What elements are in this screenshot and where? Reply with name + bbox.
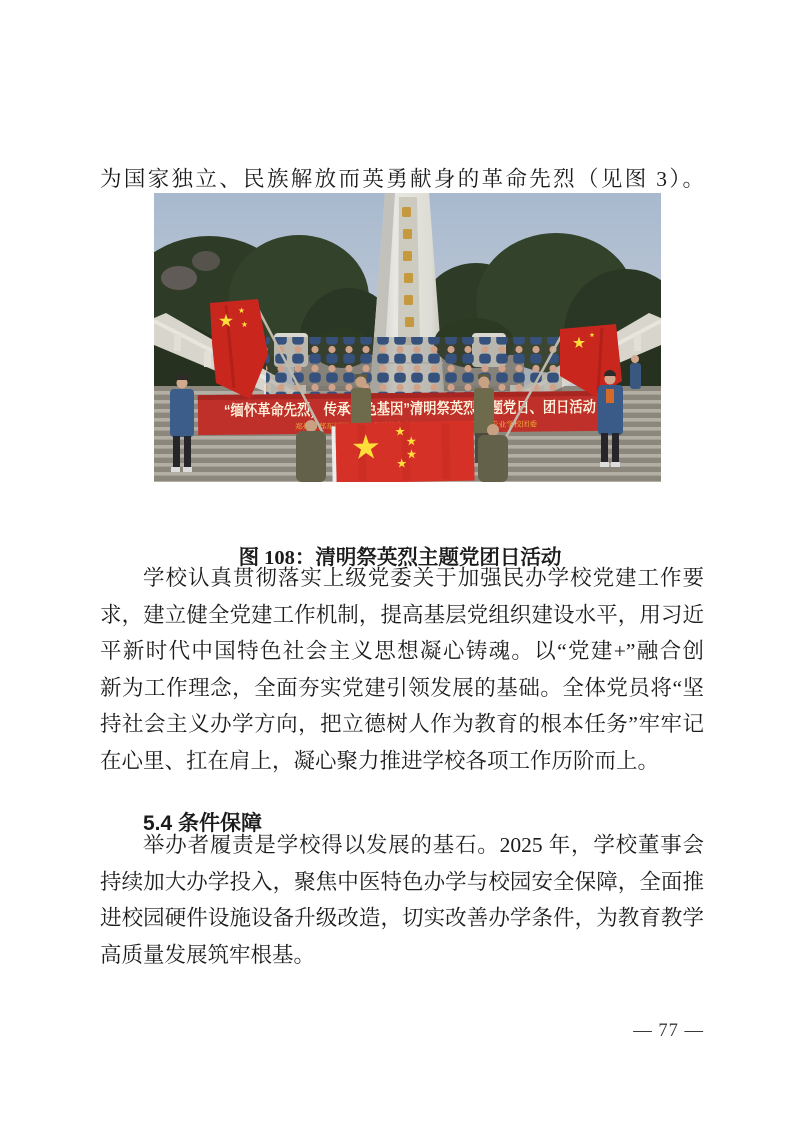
body-line: 学校认真贯彻落实上级党委关于加强民办学校党建工作要 — [143, 566, 704, 590]
body-line: 平新时代中国特色社会主义思想凝心铸魂。以“党建+”融合创 — [100, 639, 704, 663]
body-line: 在心里、扛在肩上，凝心聚力推进学校各项工作历阶而上。 — [100, 748, 660, 773]
body-line: 持续加大办学投入，聚焦中医特色办学与校园安全保障，全面推 — [100, 869, 704, 894]
body-line: 求，建立健全党建工作机制，提高基层党组织建设水平，用习近 — [100, 602, 704, 627]
memorial-photo-figure — [154, 193, 661, 482]
memorial-photo — [154, 193, 661, 482]
body-line: 举办者履责是学校得以发展的基石。2025 年，学校董事会 — [143, 833, 704, 857]
intro-line: 为国家独立、民族解放而英勇献身的革命先烈（见图 3）。 — [100, 166, 704, 191]
section-heading: 5.4 条件保障 — [143, 812, 263, 835]
figure-caption: 图 108：清明祭英烈主题党团日活动 — [238, 546, 562, 569]
body-line: 新为工作理念，全面夯实党建引领发展的基础。全体党员将“坚 — [100, 675, 704, 700]
body-line: 持社会主义办学方向，把立德树人作为教育的根本任务”牢牢记 — [100, 712, 704, 736]
paragraph-1 — [100, 560, 704, 779]
banner-main-text: “缅怀革命先烈，传承红色基因”清明祭英烈主题党日、团日活动 — [223, 398, 659, 420]
body-line: 高质量发展筑牢根基。 — [100, 942, 316, 967]
body-line: 进校园硬件设施设备升级改造，切实改善办学条件，为教育教学 — [100, 906, 704, 930]
paragraph-2 — [100, 827, 704, 973]
page-number: — 77 — — [633, 1021, 704, 1041]
national-flag — [331, 421, 474, 482]
